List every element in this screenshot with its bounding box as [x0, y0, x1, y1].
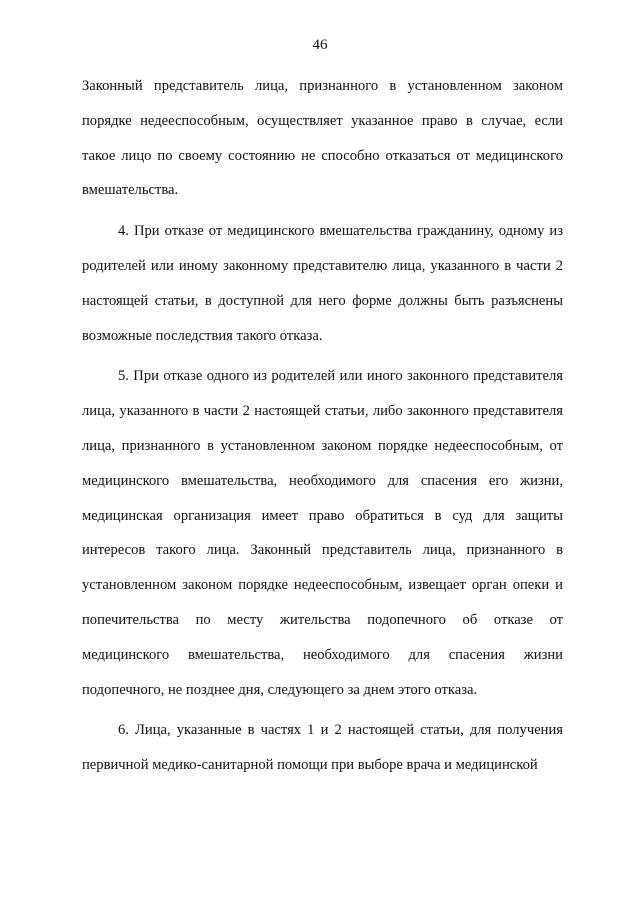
paragraph-5: 5. При отказе одного из родителей или иного законного представителя лица, указанного в части 2 настоящей статьи, либо законного представителя лица, признанного в установленном законом порядке недееспособным, от медицинского вмешательства, необходимого для спасения его жизни, медицинская организация имеет право обратиться в суд для защиты интересов такого лица. Законный представитель лица, признанного в установленном законом порядке недееспособным, извещает орган опеки и попечительства по месту жительства подопечного об отказе от медицинского вмешательства, необходимого для спасения жизни подопечного, не позднее дня, следующего за днем этого отказа. [82, 368, 563, 698]
paragraph-continuation: Законный представитель лица, признанного в установленном законом порядке недееспособным, осуществляет указанное право в случае, если такое лицо по своему состоянию не способно отказаться от медицинского вмешательства. [82, 78, 563, 199]
document-body [82, 69, 563, 789]
page-number: 46 [312, 37, 328, 53]
paragraph-6: 6. Лица, указанные в частях 1 и 2 настоящей статьи, для получения первичной медико-санитарной помощи при выборе врача и медицинской [82, 722, 563, 774]
paragraph-4: 4. При отказе от медицинского вмешательства гражданину, одному из родителей или иному законному представителю лица, указанного в части 2 настоящей статьи, в доступной для него форме должны быть разъяснены возможные последствия такого отказа. [82, 223, 563, 344]
